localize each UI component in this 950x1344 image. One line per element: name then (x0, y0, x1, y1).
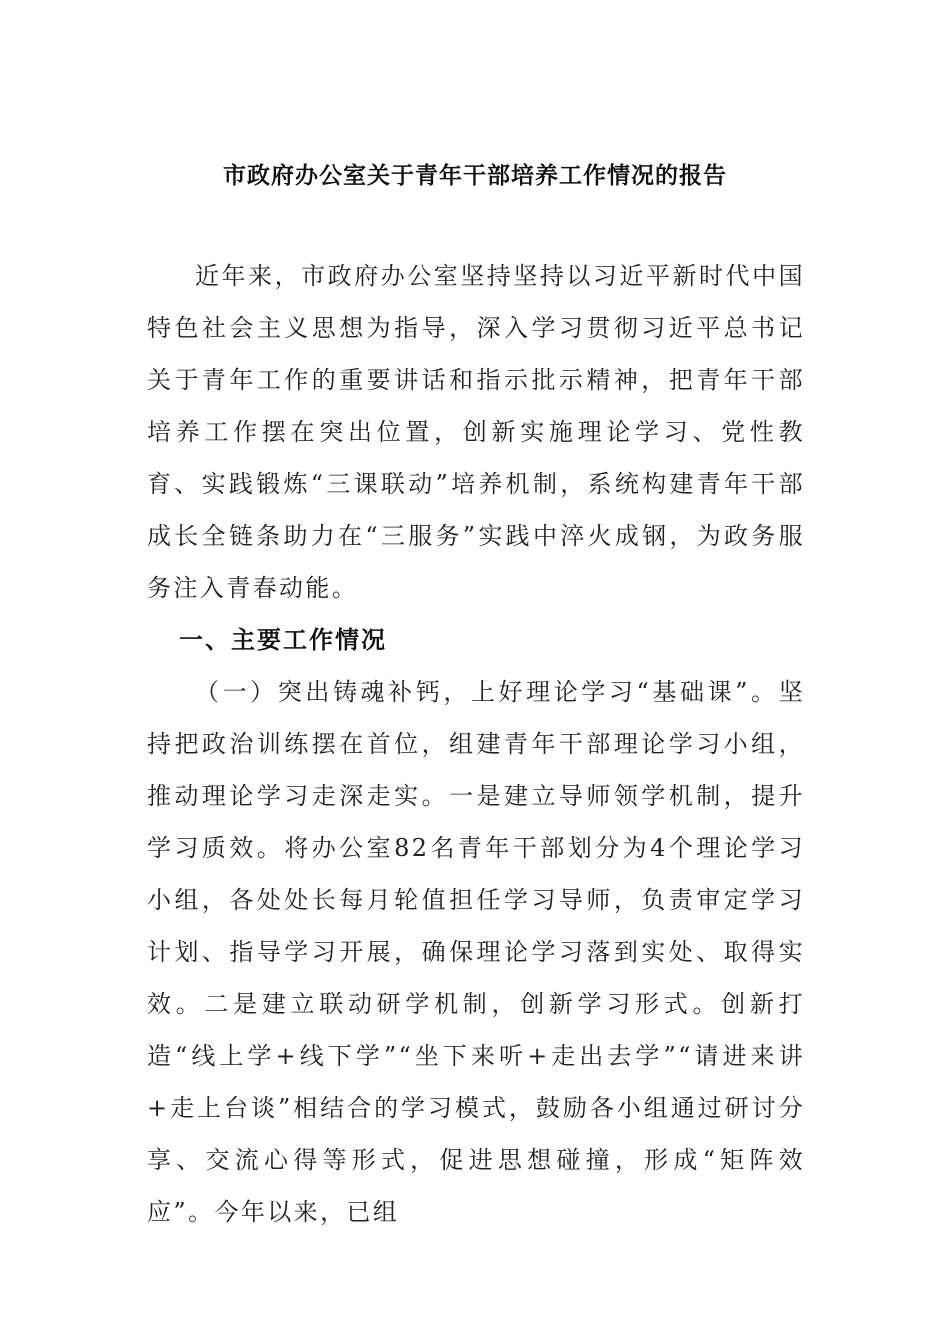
document-title: 市政府办公室关于青年干部培养工作情况的报告 (223, 162, 727, 189)
document-body (147, 250, 805, 1238)
intro-paragraph: 近年来，市政府办公室坚持坚持以习近平新时代中国特色社会主义思想为指导，深入学习贯彻习近平总书记关于青年工作的重要讲话和指示批示精神，把青年干部培养工作摆在突出位置，创新实施理论学习、党性教育、实践锻炼“三课联动”培养机制，系统构建青年干部成长全链条助力在“三服务”实践中淬火成钢，为政务服务注入青春动能。 (147, 262, 805, 602)
section-heading-main-work: 一、主要工作情况 (179, 625, 387, 654)
section-paragraph-theory-study: （一）突出铸魂补钙，上好理论学习“基础课”。坚持把政治训练摆在首位，组建青年干部理论学习小组，推动理论学习走深走实。一是建立导师领学机制，提升学习质效。将办公室82名青年干部划分为4个理论学习小组，各处处长每月轮值担任学习导师，负责审定学习计划、指导学习开展，确保理论学习落到实处、取得实效。二是建立联动研学机制，创新学习形式。创新打造“线上学+线下学”“坐下来听+走出去学”“请进来讲+走上台谈”相结合的学习模式，鼓励各小组通过研讨分享、交流心得等形式，促进思想碰撞，形成“矩阵效应”。今年以来，已组 (147, 678, 805, 1226)
